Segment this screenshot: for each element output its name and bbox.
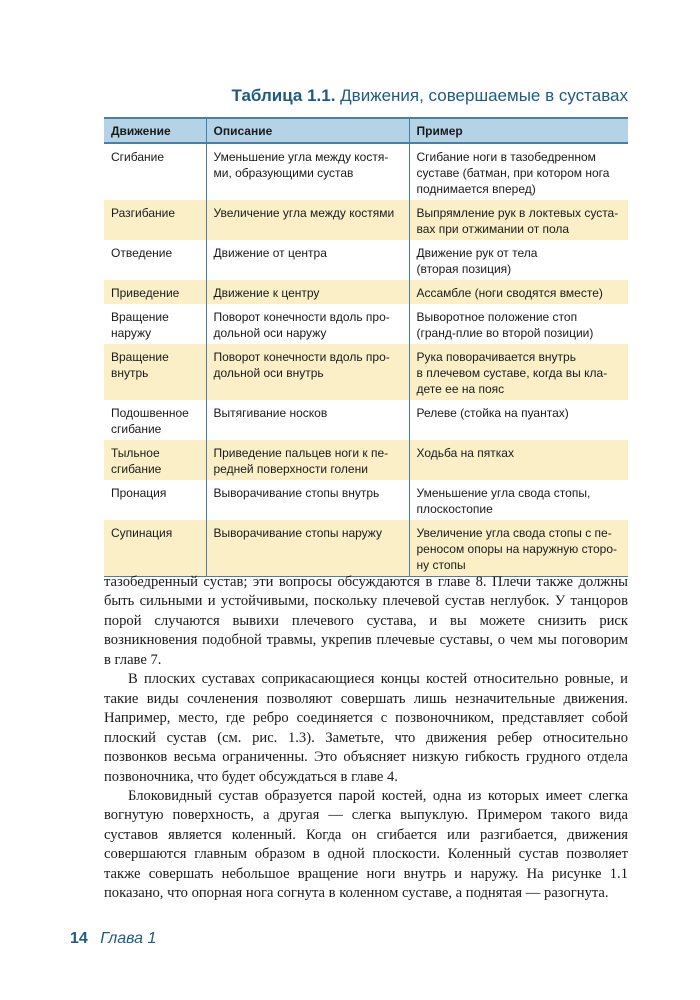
- cell-description: Увеличение угла между костями: [206, 200, 409, 240]
- cell-movement: Отведение: [111, 246, 173, 260]
- table-row: [104, 344, 628, 400]
- table-row: [104, 240, 628, 280]
- table-row: [104, 520, 628, 577]
- paragraph: тазобедренный сустав; эти вопросы обсуждаются в главе 8. Плечи также должны быть сильными и устойчивыми, поскольку плечевой сустав неглубок. У танцоров порой случаются вывихи плечевого сустава, и вы можете снизить риск возникновения подобной травмы, укрепив плечевые суставы, о чем мы поговорим в главе 7.: [104, 574, 628, 668]
- page-number: 14: [70, 930, 88, 947]
- cell-movement: Разгибание: [104, 200, 206, 240]
- table-row: [104, 400, 628, 440]
- cell-movement: Вращение наружу: [111, 310, 169, 340]
- cell-description: Поворот конечности вдоль про- дольной оси внутрь: [206, 344, 409, 400]
- page-footer: [70, 930, 156, 948]
- cell-example: Движение рук от тела (вторая позиция): [409, 240, 628, 280]
- chapter-label: Глава 1: [100, 930, 157, 947]
- cell-example: Выпрямление рук в локтевых суста- вах при отжимании от пола: [409, 200, 628, 240]
- cell-description: Движение к центру: [206, 280, 409, 304]
- cell-description: Поворот конечности вдоль про- дольной оси наружу: [206, 304, 409, 344]
- cell-movement: Супинация: [104, 520, 206, 577]
- cell-movement: Пронация: [111, 486, 167, 500]
- table-caption-label: Таблица 1.1.: [231, 86, 336, 105]
- cell-movement: Подошвенное сгибание: [111, 406, 189, 436]
- cell-description: Приведение пальцев ноги к пе- редней поверхности голени: [206, 440, 409, 480]
- cell-example: Выворотное положение стоп (гранд-плие во второй позиции): [409, 304, 628, 344]
- cell-description: Вытягивание носков: [206, 400, 409, 440]
- table-row: [104, 480, 628, 520]
- cell-movement: Вращение внутрь: [104, 344, 206, 400]
- cell-movement: Приведение: [104, 280, 206, 304]
- cell-example: Релеве (стойка на пуантах): [409, 400, 628, 440]
- cell-description: Движение от центра: [206, 240, 409, 280]
- cell-example: Сгибание ноги в тазобедренном суставе (батман, при котором нога поднимается вперед): [409, 143, 628, 200]
- table-header-row: [104, 118, 628, 143]
- table-row: [104, 280, 628, 304]
- cell-example: Рука поворачивается внутрь в плечевом суставе, когда вы кла- дете ее на пояс: [409, 344, 628, 400]
- paragraph: В плоских суставах соприкасающиеся концы костей относительно ровные, и такие виды сочленения позволяют совершать лишь незначительные движения. Например, место, где ребро соединяется с позвоночником, представляет собой плоский сустав (см. рис. 1.3). Заметьте, что движения ребер относительно позвонков весьма ограниченны. Это объясняет низкую гибкость грудного отдела позвоночника, что будет обсуждаться в главе 4.: [104, 671, 628, 785]
- table-row: [104, 304, 628, 344]
- table-body: [104, 143, 628, 577]
- cell-example: Ассамбле (ноги сводятся вместе): [409, 280, 628, 304]
- cell-description: Выворачивание стопы внутрь: [206, 480, 409, 520]
- column-header-description: Описание: [206, 118, 409, 143]
- movements-table: [104, 117, 628, 577]
- table-row: [104, 200, 628, 240]
- paragraph: Блоковидный сустав образуется парой костей, одна из которых имеет слегка вогнутую поверхность, а другая — слегка выпуклую. Примером такого вида суставов является коленный. Когда он сгибается или разгибается, движения совершаются главным образом в одной плоскости. Коленный сустав позволяет также совершать небольшое вращение ноги внутрь и наружу. На рисунке 1.1 показано, что опорная нога согнута в коленном суставе, а поднятая — разогнута.: [104, 787, 628, 902]
- table-row: [104, 440, 628, 480]
- cell-description: Уменьшение угла между костя- ми, образующими сустав: [206, 143, 409, 200]
- column-header-movement: Движение: [104, 118, 206, 143]
- cell-description: Выворачивание стопы наружу: [206, 520, 409, 577]
- cell-example: Ходьба на пятках: [409, 440, 628, 480]
- cell-example: Увеличение угла свода стопы с пе- реносом опоры на наружную сторо- ну стопы: [409, 520, 628, 577]
- cell-movement: Тыльное сгибание: [104, 440, 206, 480]
- cell-example: Уменьшение угла свода стопы, плоскостопие: [409, 480, 628, 520]
- table-row: [104, 143, 628, 200]
- table-caption: [231, 86, 628, 106]
- table-caption-title: Движения, совершаемые в суставах: [340, 86, 628, 105]
- body-text: [104, 573, 628, 904]
- cell-movement: Сгибание: [111, 150, 165, 164]
- column-header-example: Пример: [409, 118, 628, 143]
